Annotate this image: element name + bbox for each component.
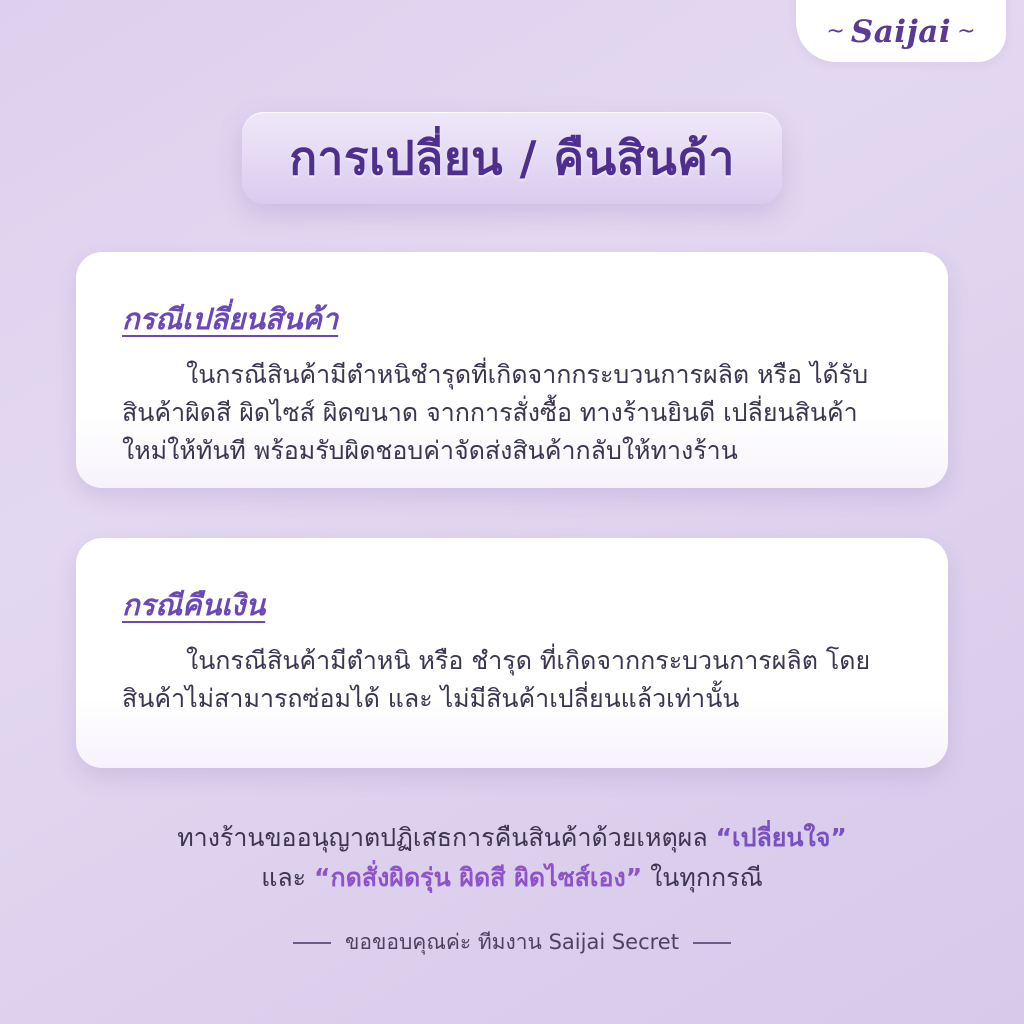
refund-policy-card [76, 538, 948, 768]
footer-line-2 [0, 858, 1024, 898]
footer-note [0, 818, 1024, 959]
page-title: การเปลี่ยน / คืนสินค้า [289, 130, 735, 185]
brand-badge [796, 0, 1006, 62]
footer-line-1 [0, 818, 1024, 858]
footer-line-2-suffix: ในทุกกรณี [642, 863, 763, 892]
brand-name: Saijai [850, 14, 952, 50]
exchange-policy-card [76, 252, 948, 488]
brand-lockup [826, 14, 975, 50]
footer-line-1-highlight: “เปลี่ยนใจ” [715, 823, 847, 852]
footer-line-2-highlight: “กดสั่งผิดรุ่น ผิดสี ผิดไซส์เอง” [314, 863, 643, 892]
footer-line-1-text: ทางร้านขออนุญาตปฏิเสธการคืนสินค้าด้วยเหตุผล [177, 823, 716, 852]
divider-left [293, 942, 331, 944]
exchange-policy-heading: กรณีเปลี่ยนสินค้า [122, 302, 339, 336]
swirl-icon: ~ [957, 19, 976, 44]
refund-policy-heading: กรณีคืนเงิน [122, 588, 266, 622]
signature-line [0, 926, 1024, 959]
exchange-policy-body: ในกรณีสินค้ามีตำหนิชำรุดที่เกิดจากกระบวนการผลิต หรือ ได้รับสินค้าผิดสี ผิดไซส์ ผิดขนาด จากการสั่งซื้อ ทางร้านยินดี เปลี่ยนสินค้าใหม่ให้ทันที พร้อมรับผิดชอบค่าจัดส่งสินค้ากลับให้ทางร้าน [122, 360, 869, 465]
refund-policy-body: ในกรณีสินค้ามีตำหนิ หรือ ชำรุด ที่เกิดจากกระบวนการผลิต โดยสินค้าไม่สามารถซ่อมได้ และ ไม่มีสินค้าเปลี่ยนแล้วเท่านั้น [122, 646, 871, 713]
signature-text: ขอขอบคุณค่ะ ทีมงาน Saijai Secret [345, 930, 679, 954]
swirl-icon: ~ [826, 19, 845, 44]
footer-line-2-prefix: และ [261, 863, 315, 892]
divider-right [693, 942, 731, 944]
page-title-banner [242, 112, 782, 204]
